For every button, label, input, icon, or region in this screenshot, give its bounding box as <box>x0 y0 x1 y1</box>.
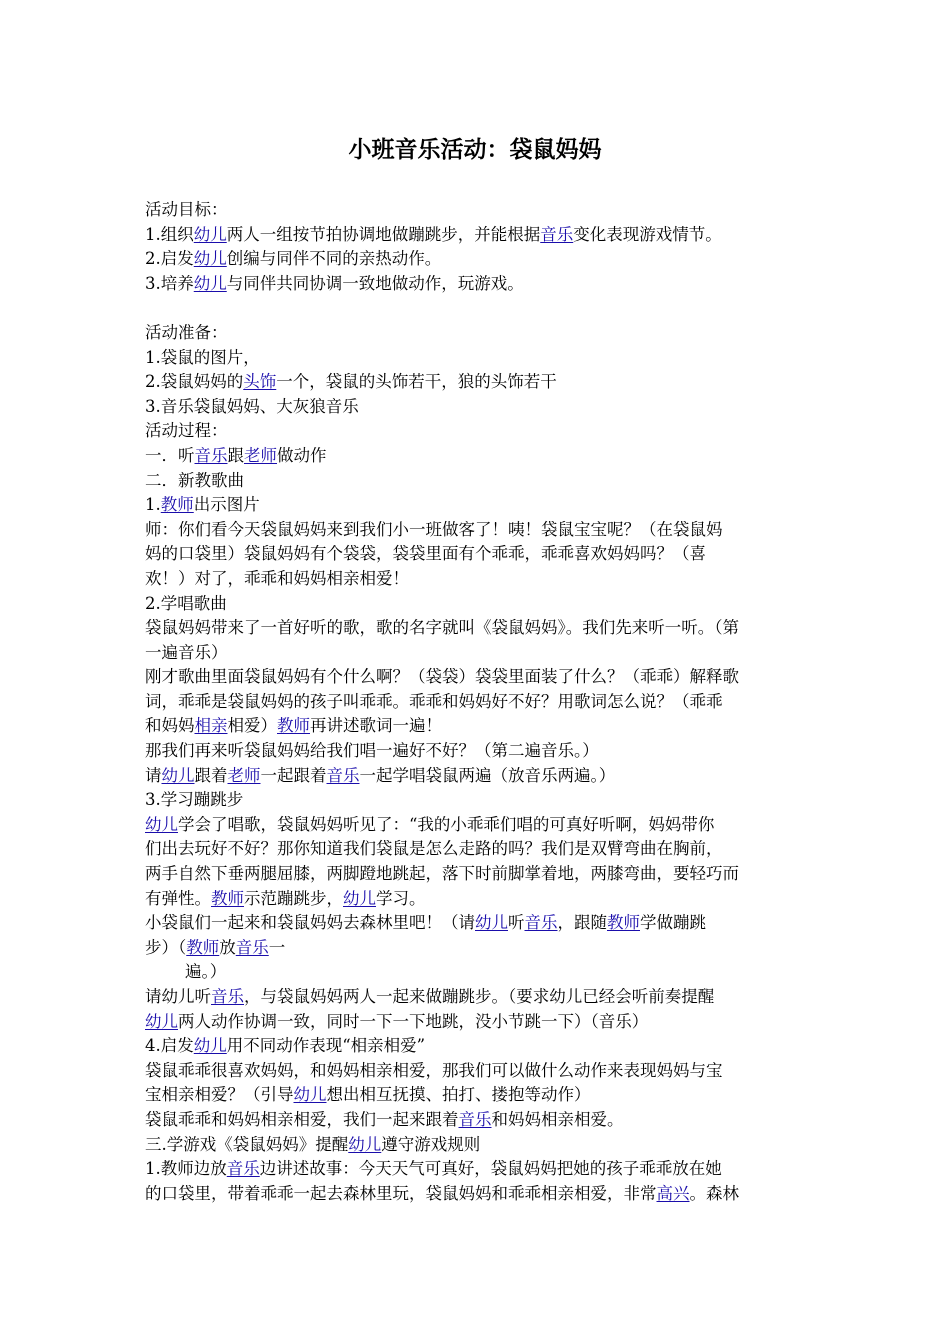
text-segment: 3.培养 <box>145 273 194 293</box>
keyword-link[interactable]: 幼儿 <box>145 1011 178 1031</box>
text-line <box>145 1059 810 1084</box>
text-line <box>145 346 810 371</box>
text-segment: 2.启发 <box>145 249 194 269</box>
text-line <box>145 887 810 912</box>
text-line <box>145 419 810 444</box>
text-line <box>145 690 810 715</box>
keyword-link[interactable]: 幼儿 <box>193 273 227 293</box>
keyword-link[interactable]: 音乐 <box>235 937 269 957</box>
text-segment: 和妈妈相亲相爱。 <box>491 1109 624 1129</box>
text-line <box>145 936 810 961</box>
text-segment: 跟 <box>227 445 244 465</box>
text-segment: 两人动作协调一致，同时一下一下地跳，没小节跳一下）（音乐） <box>178 1011 649 1031</box>
text-segment: 请幼儿听 <box>145 987 211 1006</box>
text-segment: 宝相亲相爱？（引导 <box>145 1085 294 1105</box>
keyword-link[interactable]: 教师 <box>211 888 244 908</box>
text-line <box>145 321 810 346</box>
text-line <box>145 370 810 395</box>
keyword-link[interactable]: 幼儿 <box>193 249 227 269</box>
text-segment: 两手自然下垂两腿屈膝，两脚蹬地跳起，落下时前脚掌着地，两膝弯曲，要轻巧而 <box>145 864 739 884</box>
text-segment: 2.袋鼠妈妈的 <box>145 372 244 392</box>
text-segment: 袋鼠乖乖很喜欢妈妈，和妈妈相亲相爱，那我们可以做什么动作来表现妈妈与宝 <box>145 1060 723 1080</box>
text-line <box>145 518 810 543</box>
keyword-link[interactable]: 幼儿 <box>161 765 195 785</box>
text-segment: 相爱） <box>227 716 277 736</box>
keyword-link[interactable]: 幼儿 <box>145 814 178 834</box>
text-line <box>145 592 810 617</box>
text-segment: 4.启发 <box>145 1036 194 1056</box>
text-segment: 欢！）对了，乖乖和妈妈相亲相爱！ <box>145 568 409 588</box>
text-line <box>145 223 810 248</box>
text-segment: 边讲述故事：今天天气可真好，袋鼠妈妈把她的孩子乖乖放在她 <box>259 1159 722 1179</box>
text-line <box>145 444 810 469</box>
text-line <box>145 247 810 272</box>
text-line <box>145 1157 810 1182</box>
text-segment: 学习。 <box>376 888 426 908</box>
keyword-link[interactable]: 教师 <box>277 716 310 736</box>
text-segment: 用不同动作表现“相亲相爱” <box>226 1036 426 1056</box>
keyword-link[interactable]: 音乐 <box>524 913 558 933</box>
keyword-link[interactable]: 教师 <box>607 913 640 933</box>
document-title: 小班音乐活动：袋鼠妈妈 <box>348 137 602 163</box>
text-segment: 做动作 <box>277 445 327 465</box>
text-segment: 出示图片 <box>193 495 260 515</box>
document-body <box>145 198 810 1206</box>
text-segment: 。森林 <box>689 1183 739 1203</box>
text-segment: 和妈妈 <box>145 716 195 736</box>
text-segment: ，与袋鼠妈妈两人一起来做蹦跳步。（要求幼儿已经会听前奏提醒 <box>244 987 715 1006</box>
blank-line <box>145 296 810 321</box>
text-line <box>145 911 810 936</box>
text-segment: 袋鼠妈妈带来了一首好听的歌，歌的名字就叫《袋鼠妈妈》。我们先来听一听。（第 <box>145 618 739 638</box>
keyword-link[interactable]: 相亲 <box>194 716 228 736</box>
keyword-link[interactable]: 音乐 <box>194 445 228 465</box>
text-line <box>145 739 810 764</box>
text-segment: 三.学游戏《袋鼠妈妈》提醒 <box>145 1134 349 1154</box>
keyword-link[interactable]: 音乐 <box>540 224 574 244</box>
text-line <box>145 985 810 1010</box>
text-segment: 袋鼠乖乖和妈妈相亲相爱，我们一起来跟着 <box>145 1109 459 1129</box>
text-segment: 遵守游戏规则 <box>381 1134 481 1154</box>
text-segment: 有弹性。 <box>145 888 211 908</box>
text-segment: 一遍音乐） <box>145 642 228 662</box>
keyword-link[interactable]: 高兴 <box>656 1183 690 1203</box>
keyword-link[interactable]: 幼儿 <box>475 913 508 933</box>
text-segment: 步）（ <box>145 937 187 957</box>
text-line <box>145 960 810 985</box>
keyword-link[interactable]: 音乐 <box>226 1159 260 1179</box>
keyword-link[interactable]: 音乐 <box>326 765 360 785</box>
text-segment: 学做蹦跳 <box>640 913 706 933</box>
text-segment: 再讲述歌词一遍！ <box>310 716 442 736</box>
text-segment: 遍。） <box>185 962 227 982</box>
keyword-link[interactable]: 幼儿 <box>343 888 376 908</box>
text-segment: 一．听 <box>145 445 195 465</box>
text-segment: 两人一组按节拍协调地做蹦跳步，并能根据 <box>226 224 541 244</box>
text-segment: 想出相互抚摸、拍打、搂抱等动作） <box>326 1085 591 1105</box>
text-segment: 一个，袋鼠的头饰若干，狼的头饰若干 <box>276 372 557 392</box>
text-segment: 放 <box>219 937 236 957</box>
keyword-link[interactable]: 老师 <box>227 765 261 785</box>
text-segment: 请 <box>145 765 162 785</box>
text-segment: 一起跟着 <box>260 765 327 785</box>
text-line <box>145 542 810 567</box>
keyword-link[interactable]: 幼儿 <box>193 224 227 244</box>
keyword-link[interactable]: 音乐 <box>458 1109 492 1129</box>
text-line <box>145 1108 810 1133</box>
text-line <box>145 813 810 838</box>
text-line <box>145 714 810 739</box>
text-line <box>145 272 810 297</box>
keyword-link[interactable]: 教师 <box>186 937 220 957</box>
keyword-link[interactable]: 音乐 <box>211 987 244 1006</box>
text-line <box>145 395 810 420</box>
text-segment: 妈的口袋里）袋鼠妈妈有个袋袋，袋袋里面有个乖乖，乖乖喜欢妈妈吗？（喜 <box>145 544 706 564</box>
text-segment: 示范蹦跳步， <box>244 888 343 908</box>
text-segment: 3.学习蹦跳步 <box>145 790 244 810</box>
text-segment: 活动目标： <box>145 200 228 219</box>
text-segment: 们出去玩好不好？那你知道我们袋鼠是怎么走路的吗？我们是双臂弯曲在胸前， <box>145 839 723 859</box>
keyword-link[interactable]: 幼儿 <box>293 1085 327 1105</box>
text-segment: ，跟随 <box>557 913 607 933</box>
text-segment: 变化表现游戏情节。 <box>573 224 722 244</box>
text-segment: 活动准备： <box>145 322 228 342</box>
text-line <box>145 837 810 862</box>
text-line <box>145 764 810 789</box>
keyword-link[interactable]: 幼儿 <box>348 1134 382 1154</box>
text-segment: 那我们再来听袋鼠妈妈给我们唱一遍好不好？（第二遍音乐。） <box>145 741 599 761</box>
text-segment: 3.音乐袋鼠妈妈、大灰狼音乐 <box>145 396 359 416</box>
text-line <box>145 1133 810 1158</box>
text-segment: 一起学唱袋鼠两遍（放音乐两遍。） <box>359 765 616 785</box>
text-segment: 1.袋鼠的图片， <box>145 347 260 367</box>
text-line <box>145 665 810 690</box>
text-line <box>145 469 810 494</box>
text-line <box>145 198 810 223</box>
keyword-link[interactable]: 头饰 <box>243 372 277 392</box>
text-line <box>145 1182 810 1207</box>
text-line <box>145 1010 810 1035</box>
text-segment: 与同伴共同协调一致地做动作，玩游戏。 <box>226 273 524 293</box>
text-segment: 师：你们看今天袋鼠妈妈来到我们小一班做客了！咦！袋鼠宝宝呢？（在袋鼠妈 <box>145 519 723 539</box>
keyword-link[interactable]: 教师 <box>160 495 194 515</box>
text-line <box>145 1034 810 1059</box>
text-segment: 听 <box>508 913 525 933</box>
text-segment: 一 <box>268 937 286 957</box>
keyword-link[interactable]: 幼儿 <box>193 1036 227 1056</box>
text-line <box>145 788 810 813</box>
text-segment: 创编与同伴不同的亲热动作。 <box>226 249 442 269</box>
text-line <box>145 616 810 641</box>
text-segment: 活动过程： <box>145 421 228 441</box>
text-line <box>145 493 810 518</box>
text-line <box>145 862 810 887</box>
text-segment: 跟着 <box>194 765 228 785</box>
text-line <box>145 1083 810 1108</box>
text-segment: 2.学唱歌曲 <box>145 593 227 613</box>
text-segment: 刚才歌曲里面袋鼠妈妈有个什么啊？（袋袋）袋袋里面装了什么？（乖乖）解释歌 <box>145 667 739 687</box>
keyword-link[interactable]: 老师 <box>244 445 277 465</box>
text-segment: 词，乖乖是袋鼠妈妈的孩子叫乖乖。乖乖和妈妈好不好？用歌词怎么说？（乖乖 <box>145 691 723 711</box>
text-line <box>145 641 810 666</box>
text-segment: 小袋鼠们一起来和袋鼠妈妈去森林里吧！（请 <box>145 913 475 933</box>
text-segment: 学会了唱歌，袋鼠妈妈听见了：“我的小乖乖们唱的可真好听啊，妈妈带你 <box>178 814 715 834</box>
text-segment: 1.组织 <box>145 224 194 244</box>
text-segment: 的口袋里，带着乖乖一起去森林里玩，袋鼠妈妈和乖乖相亲相爱，非常 <box>145 1183 657 1203</box>
text-segment: 1. <box>145 495 161 515</box>
text-segment: 二．新教歌曲 <box>145 470 244 490</box>
text-segment: 1.教师边放 <box>145 1159 227 1179</box>
text-line <box>145 567 810 592</box>
